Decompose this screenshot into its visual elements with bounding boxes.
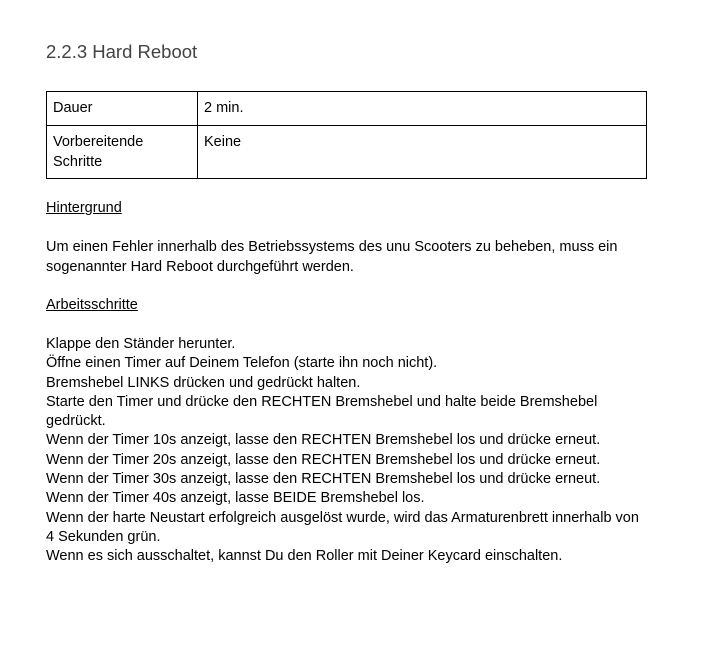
steps-heading: Arbeitsschritte — [46, 297, 138, 313]
step-item: Bremshebel LINKS drücken und gedrückt halten. — [46, 374, 361, 391]
step-item: Wenn der Timer 40s anzeigt, lasse BEIDE Bremshebel los. — [46, 490, 425, 507]
step-item: Wenn es sich ausschaltet, kannst Du den Roller mit Deiner Keycard einschalten. — [46, 548, 563, 565]
duration-label: Dauer — [47, 92, 198, 126]
preparation-label — [47, 126, 198, 179]
section-title: 2.2.3 Hard Reboot — [46, 41, 198, 62]
background-heading: Hintergrund — [46, 200, 122, 216]
preparation-value: Keine — [198, 126, 647, 179]
preparation-label-line-2: Schritte — [53, 154, 103, 170]
duration-value: 2 min. — [198, 92, 647, 126]
table-row-preparation — [47, 126, 647, 179]
step-item: Klappe den Ständer herunter. — [46, 336, 236, 352]
preparation-label-line-1: Vorbereitende — [53, 134, 144, 150]
table-row-duration — [47, 92, 647, 126]
step-item: Starte den Timer und drücke den RECHTEN Bremshebel und halte beide Bremshebel gedrückt. — [46, 393, 598, 430]
background-text: Um einen Fehler innerhalb des Betriebssystems des unu Scooters zu beheben, muss ein sogenannter Hard Reboot durchgeführt werden. — [46, 239, 618, 275]
step-item: Wenn der Timer 30s anzeigt, lasse den RECHTEN Bremshebel los und drücke erneut. — [46, 471, 601, 488]
step-item: Wenn der harte Neustart erfolgreich ausgelöst wurde, wird das Armaturenbrett innerhalb von 4 Sekunden grün. — [46, 509, 639, 545]
steps-list — [46, 335, 650, 567]
step-item: Öffne einen Timer auf Deinem Telefon (starte ihn noch nicht). — [46, 355, 438, 372]
step-item: Wenn der Timer 20s anzeigt, lasse den RECHTEN Bremshebel los und drücke erneut. — [46, 451, 601, 468]
step-item: Wenn der Timer 10s anzeigt, lasse den RECHTEN Bremshebel los und drücke erneut. — [46, 432, 601, 449]
info-table — [46, 91, 647, 179]
